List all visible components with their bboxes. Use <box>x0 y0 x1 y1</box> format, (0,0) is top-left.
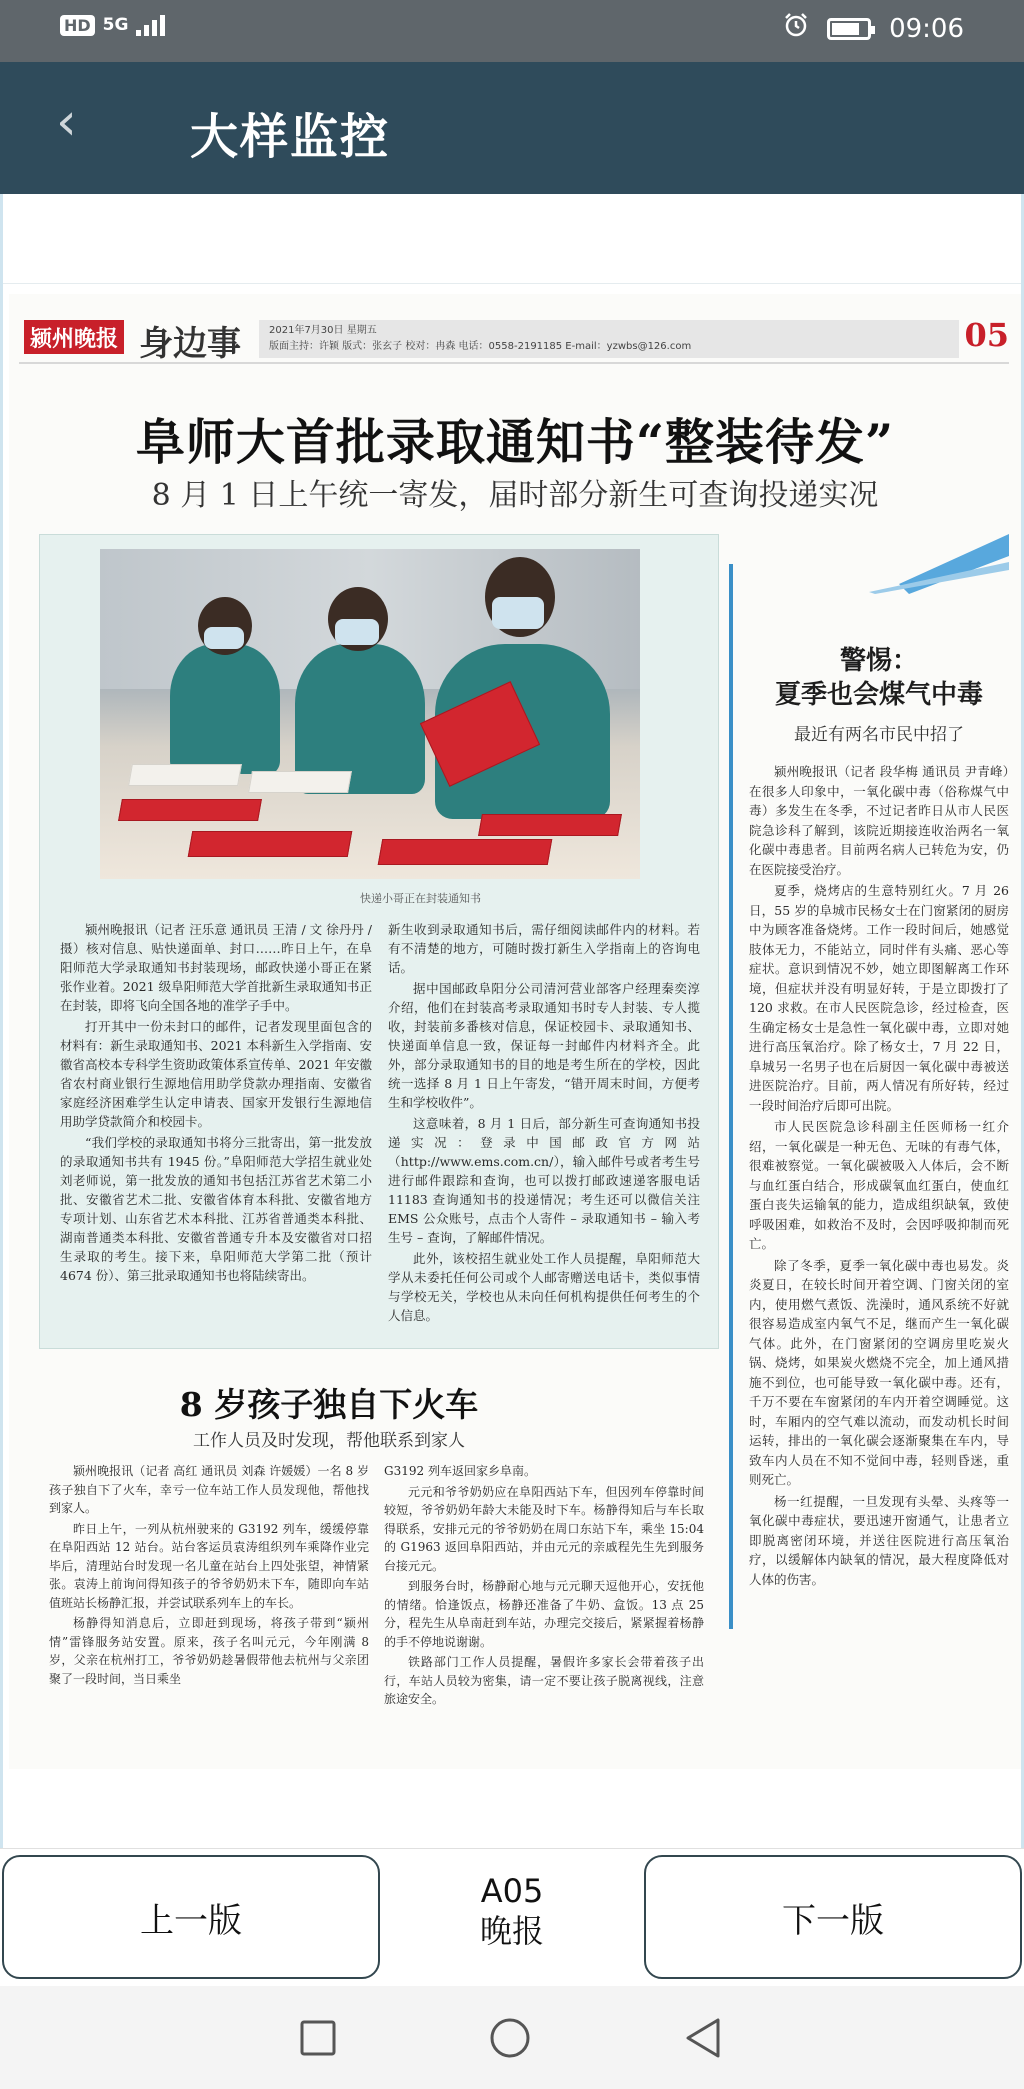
second-headline: 8 岁孩子独自下火车 <box>179 1385 479 1424</box>
side-subhead: 最近有两名市民中招了 <box>794 725 964 745</box>
envelope <box>188 831 353 857</box>
masthead <box>19 314 1009 364</box>
side-headline <box>749 644 1009 712</box>
paragraph: 杨静得知消息后，立即赶到现场，将孩子带到“颍州情”雷锋服务站安置。原来，孩子名叫元元，今年刚满 8 岁，父亲在杭州打工，爷爷奶奶趁暑假带他去杭州与父亲团聚了一段时间，当日乘坐 <box>49 1616 369 1686</box>
worker-figure <box>170 644 280 774</box>
side-decoration <box>859 534 1009 594</box>
page-title: 大样监控 <box>190 109 391 165</box>
hd-badge: HD <box>60 15 95 36</box>
second-subhead: 工作人员及时发现，帮他联系到家人 <box>193 1431 465 1451</box>
envelope <box>248 771 352 793</box>
side-divider <box>729 564 733 1629</box>
paragraph: 此外，该校招生就业处工作人员提醒，阜阳师范大学从未委托任何公司或个人邮寄赠送电话卡，类似事情与学校无关，学校也从未向任何机构提供任何考生的个人信息。 <box>388 1251 700 1323</box>
paragraph: 昨日上午，一列从杭州驶来的 G3192 列车，缓缓停靠在阜阳西站 12 站台。站台客运员袁涛组织列车乘降作业完毕后，清理站台时发现一名儿童在站台上四处张望，神情紧张。袁涛上前询问得知孩子的爷爷奶奶未下车，随即向车站值班站长杨静汇报，并尝试联系列车上的车长。 <box>49 1521 369 1610</box>
signal-icon <box>136 14 165 36</box>
paragraph: “我们学校的录取通知书将分三批寄出，第一批发放的录取通知书共有 1945 份。”阜阳师范大学招生就业处刘老师说，第一批发放的通知书包括江苏省艺术第二小批、安徽省艺术二批、安徽省体育本科批、安徽省地方专项计划、山东省艺术本科批、江苏省普通类本科批、湖南普通类本科批、安徽省普通专升本及安徽省对口招生录取的考生。接下来，阜阳师范大学第二批（预计 4674 份）、第三批录取通知书也将陆续寄出。 <box>60 1135 372 1283</box>
battery-icon <box>827 18 871 40</box>
envelope <box>118 799 262 821</box>
clock: 09:06 <box>889 13 964 44</box>
alarm-icon <box>783 12 809 45</box>
network-type: 5G <box>102 15 129 35</box>
envelope <box>478 814 622 836</box>
system-nav-bar <box>0 1986 1024 2089</box>
paragraph: 颍州晚报讯（记者 段华梅 通讯员 尹青峰）在很多人印象中，一氧化碳中毒（俗称煤气中毒）多发生在冬季，不过记者昨日从市人民医院急诊科了解到，该院近期接连收治两名一氧化碳中毒患者。目前两名病人已转危为安，仍在医院接受治疗。 <box>749 764 1009 877</box>
paragraph: 据中国邮政阜阳分公司清河营业部客户经理秦奕淳介绍，他们在封装高考录取通知书时专人封装、专人揽收，封装前多番核对信息，保证校园卡、录取通知书、快递面单信息一致，保证每一封邮件内材料齐全。此外，部分录取通知书的目的地是考生所在的学校，因此统一选择 8 月 1 日上午寄发，“错开周末时间，方便考生和学校收件”。 <box>388 981 700 1110</box>
masthead-credits: 版面主持：许颖 版式：张玄子 校对：冉森 电话：0558-2191185 E-mail：yzwbs@126.com <box>269 341 692 352</box>
back-button[interactable]: ‹ <box>56 92 77 152</box>
paragraph: 打开其中一份未封口的邮件，记者发现里面包含的材料有：新生录取通知书、2021 本科新生入学指南、安徽省高校本专科学生资助政策体系宣传单、2021 年安徽省农村商业银行生源地信用助学贷款办理指南、安徽省家庭经济困难学生认定申请表、国家开发银行生源地信用助学贷款简介和校园卡。 <box>60 1019 372 1129</box>
recents-icon[interactable] <box>298 2018 338 2058</box>
second-column-2 <box>384 1462 704 1762</box>
edition-name: 晚报 <box>479 1912 544 1950</box>
side-headline-line2: 夏季也会煤气中毒 <box>774 680 983 710</box>
status-bar <box>0 0 1024 62</box>
paragraph: 夏季，烧烤店的生意特别红火。7 月 26 日，55 岁的阜城市民杨女士在门窗紧闭的厨房中为顾客准备烧烤。工作一段时间后，她感觉肢体无力，不能站立，同时伴有头痛、恶心等症状。意识到情况不妙，她立即图解离工作环境，但症状并没有明显好转，于是立即拨打了 120 求救。在市人民医院急诊，经过检查，医生确定杨女士是急性一氧化碳中毒，立即对她进行高压氧治疗。除了杨女士，7 月 22 日，阜城另一名男子也在后厨因一氧化碳中毒被送进医院治疗。目前，两人情况有所好转，经过一段时间治疗后即可出院。 <box>749 883 1009 1113</box>
lead-column-1 <box>60 920 372 1345</box>
paragraph: 元元和爷爷奶奶应在阜阳西站下车，但因列车停靠时间较短，爷爷奶奶年龄大未能及时下车。杨静得知后与车长取得联系，安排元元的爷爷奶奶在周口东站下车，乘坐 15:04 的 G1963 返回阜阳西站，并由元元的亲戚程先生先到服务台接元元。 <box>384 1484 704 1573</box>
paragraph: G3192 列车返回家乡阜南。 <box>384 1464 536 1478</box>
status-right <box>783 12 964 45</box>
paragraph: 杨一红提醒，一旦发现有头晕、头疼等一氧化碳中毒症状，要迅速开窗通气，让患者立即脱离密闭环境，并送往医院进行高压氧治疗，以缓解体内缺氧的情况，最大程度降低对人体的伤害。 <box>749 1493 1009 1587</box>
lead-story-frame <box>39 534 719 1349</box>
paragraph: 这意味着，8 月 1 日后，部分新生可查询通知书投递实况：登录中国邮政官方网站（http://www.ems.com.cn/），输入邮件号或者考生号进行邮件跟踪和查询，也可以拨打邮政速递客服电话 11183 查询通知书的投递情况；考生还可以微信关注 EMS 公众账号，点击个人寄件 – 录取通知书 – 输入考生号 – 查询，了解邮件情况。 <box>388 1116 700 1245</box>
edition-nav <box>0 1848 1024 1986</box>
lead-column-2 <box>388 920 700 1345</box>
paragraph: 铁路部门工作人员提醒，暑假许多家长会带着孩子出行，车站人员较为密集，请一定不要让孩子脱离视线，注意旅途安全。 <box>384 1655 704 1706</box>
title-bar <box>0 62 1024 194</box>
side-story <box>729 534 1009 1634</box>
face-mask <box>492 597 544 629</box>
lead-photo <box>100 549 640 879</box>
paragraph: 新生收到录取通知书后，需仔细阅读邮件内的材料。若有不清楚的地方，可随时拨打新生入学指南上的咨询电话。 <box>388 922 700 975</box>
lead-subhead: 8 月 1 日上午统一寄发，届时部分新生可查询投递实况 <box>151 478 879 513</box>
face-mask <box>204 627 244 649</box>
paragraph: 市人民医院急诊科副主任医师杨一红介绍，一氧化碳是一种无色、无味的有毒气体，很难被察觉。一氧化碳被吸入人体后，会不断与血红蛋白结合，形成碳氧血红蛋白，使血红蛋白丧失运输氧的能力，造成组织缺氧，致使呼吸困难，如救治不及时，会因呼吸抑制而死亡。 <box>749 1119 1009 1251</box>
paragraph: 除了冬季，夏季一氧化碳中毒也易发。炎炎夏日，在较长时间开着空调、门窗关闭的室内，使用燃气煮饭、洗澡时，通风系统不好就很容易造成室内氧气不足，继而产生一氧化碳气体。此外，在门窗紧闭的空调房里吃炭火锅、烧烤，如果炭火燃烧不完全，加上通风措施不到位，也可能导致一氧化碳中毒。还有，千万不要在车窗紧闭的车内开着空调睡觉。这时，车厢内的空气难以流动，而发动机长时间运转，排出的一氧化碳会逐渐聚集在车内，导致车内人员在不知不觉间中毒，轻则昏迷，重则死亡。 <box>749 1257 1009 1487</box>
next-page-button[interactable]: 下一版 <box>644 1855 1022 1979</box>
section-name: 身边事 <box>139 324 241 364</box>
paragraph: 颍州晚报讯（记者 汪乐意 通讯员 王清 / 文 徐丹丹 / 摄）核对信息、贴快递面单、封口……昨日上午，在阜阳师范大学录取通知书封装现场，邮政快递小哥正在紧张作业着。2021 级阜阳师范大学首批新生录取通知书正在封装，即将飞向全国各地的准学子手中。 <box>60 922 372 1013</box>
previous-page-button[interactable]: 上一版 <box>2 1855 380 1979</box>
home-icon[interactable] <box>488 2016 532 2060</box>
lead-headline: 阜师大首批录取通知书“整装待发” <box>135 413 895 471</box>
masthead-date: 2021年7月30日 星期五 <box>269 325 377 336</box>
envelope <box>128 764 242 786</box>
masthead-meta <box>259 320 959 358</box>
page-number: 05 <box>964 316 1009 354</box>
back-nav-icon[interactable] <box>682 2016 726 2060</box>
edition-label <box>384 1871 640 1951</box>
edition-code: A05 <box>480 1872 544 1910</box>
status-left <box>60 14 165 36</box>
side-headline-line1: 警惕： <box>839 646 918 676</box>
paragraph: 颍州晚报讯（记者 高红 通讯员 刘森 许媛媛）一名 8 岁孩子独自下了火车，幸亏一位车站工作人员发现他，帮他找到家人。 <box>49 1464 369 1515</box>
newspaper-page[interactable] <box>9 294 1021 1769</box>
newspaper-logo: 颍州晚报 <box>24 320 124 354</box>
envelope <box>378 839 553 865</box>
photo-caption: 快递小哥正在封装通知书 <box>360 892 481 905</box>
second-column-1 <box>49 1462 369 1762</box>
paragraph: 到服务台时，杨静耐心地与元元聊天逗他开心，安抚他的情绪。恰逢饭点，杨静还准备了牛奶、盒饭。13 点 25 分，程先生从阜南赶到车站，办理完交接后，紧紧握着杨静的手不停地说谢谢。 <box>384 1579 704 1649</box>
side-body <box>749 762 1009 1632</box>
viewer-top-strip <box>3 194 1021 284</box>
face-mask <box>335 619 379 645</box>
page-viewer[interactable] <box>0 194 1024 1848</box>
